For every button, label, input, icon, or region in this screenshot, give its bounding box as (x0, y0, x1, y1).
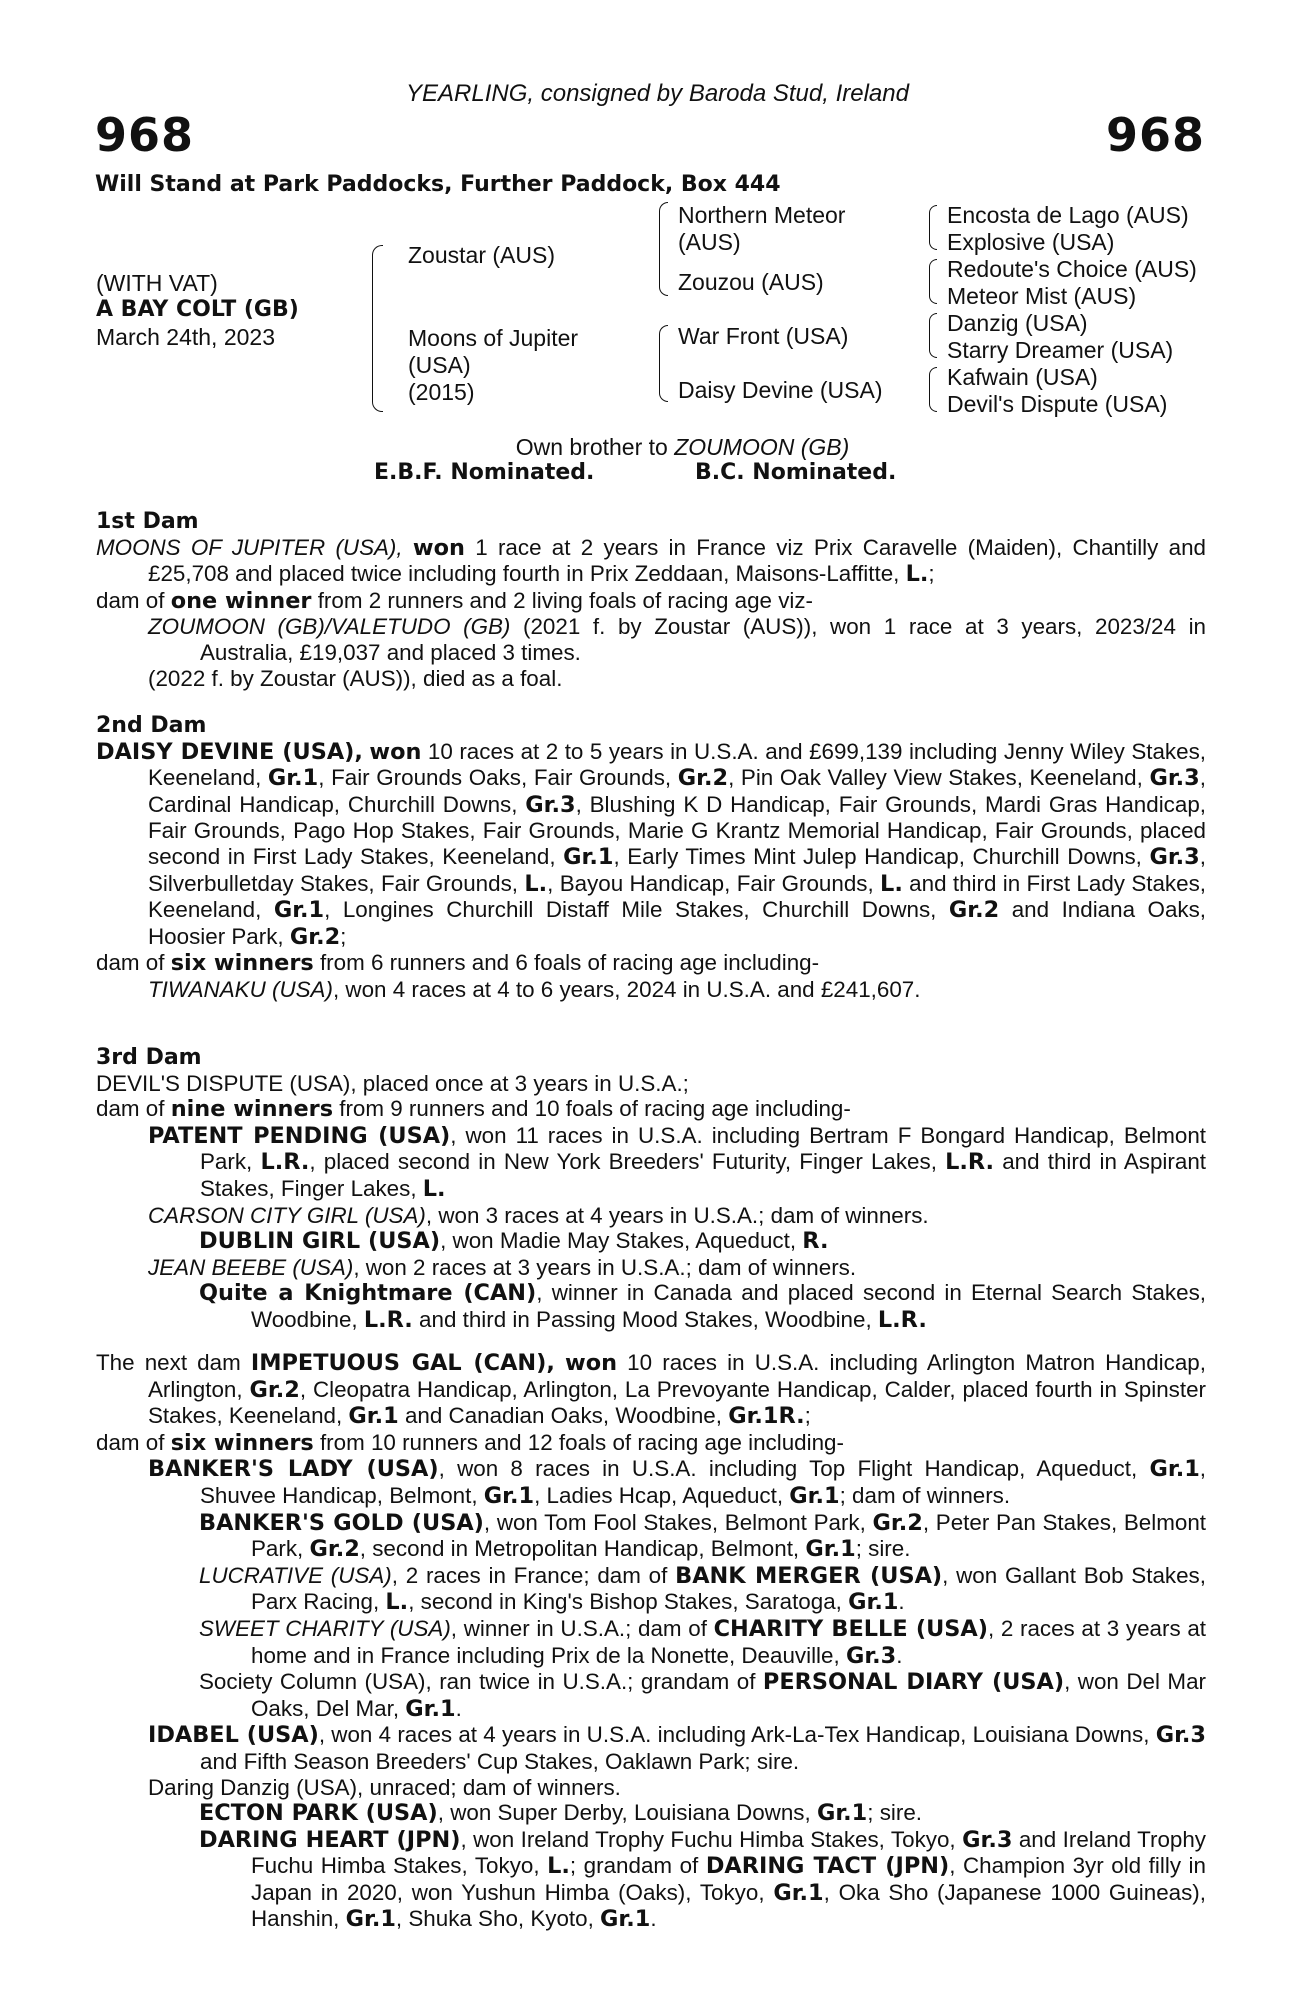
progeny-daring-heart: DARING HEART (JPN), won Ireland Trophy Fuchu Himba Stakes, Tokyo, Gr.3 and Ireland Trophy Fuchu Himba Stakes, Tokyo, L.; grandam of DARING TACT (JPN), Champion 3yr old filly in Japan in 2020, won Yushun Himba (Oaks), Tokyo, Gr.1, Oka Sho (Japanese 1000 Guineas), Hanshin, Gr.1, Shuka Sho, Kyoto, Gr.1. (199, 1826, 1206, 1933)
second-dam-heading: 2nd Dam (96, 713, 207, 738)
sire: Zoustar (AUS) (408, 242, 555, 268)
first-dam-section (96, 509, 1206, 691)
third-dam-record: DEVIL'S DISPUTE (USA), placed once at 3 years in U.S.A.; (96, 1070, 689, 1096)
progeny-carson-city-girl: CARSON CITY GIRL (USA), won 3 races at 4 years in U.S.A.; dam of winners. (148, 1202, 929, 1228)
lot-number-right: 968 (1105, 108, 1205, 162)
next-dam-section (96, 1350, 1206, 1933)
gen3-sds: Redoute's Choice (AUS) (947, 256, 1197, 282)
progeny-daring-danzig: Daring Danzig (USA), unraced; dam of winners. (148, 1774, 621, 1800)
pedigree-brace-ss (929, 205, 937, 250)
sire-sire-line2: (AUS) (678, 229, 741, 255)
own-brother-note: Own brother to ZOUMOON (GB) (515, 434, 850, 460)
progeny-society-column: Society Column (USA), ran twice in U.S.A.; grandam of PERSONAL DIARY (USA), won Del Mar Oaks, Del Mar, Gr.1. (199, 1669, 1206, 1722)
vat-note: (WITH VAT) (96, 270, 218, 296)
gen3-ddd: Devil's Dispute (USA) (947, 391, 1168, 417)
gen3-dds: Kafwain (USA) (947, 364, 1098, 390)
gen3-ssd: Explosive (USA) (947, 229, 1115, 255)
first-dam-foal-2021: ZOUMOON (GB)/VALETUDO (GB) (2021 f. by Zoustar (AUS)), won 1 race at 3 years, 2023/24 in Australia, £19,037 and placed 3 times. (148, 614, 1206, 665)
next-dam-record: The next dam IMPETUOUS GAL (CAN), won 10 races in U.S.A. including Arlington Matron Handicap, Arlington, Gr.2, Cleopatra Handicap, Arlington, La Prevoyante Handicap, Calder, placed fourth in Spinster Stakes, Keeneland, Gr.1 and Canadian Oaks, Woodbine, Gr.1R.; (96, 1350, 1206, 1430)
third-dam-section (96, 1045, 1206, 1334)
next-dam-produce: dam of six winners from 10 runners and 12 foals of racing age including- (96, 1429, 844, 1456)
first-dam-record: MOONS OF JUPITER (USA), won 1 race at 2 years in France viz Prix Caravelle (Maiden), Chantilly and £25,708 and placed twice including fourth in Prix Zeddaan, Maisons-Laffitte, L.; (96, 534, 1206, 588)
pedigree-brace-dam (659, 325, 668, 402)
foaling-date: March 24th, 2023 (96, 324, 276, 350)
progeny-bankers-lady: BANKER'S LADY (USA), won 8 races in U.S.A. including Top Flight Handicap, Aqueduct, Gr.1, Shuvee Handicap, Belmont, Gr.1, Ladies Hcap, Aqueduct, Gr.1; dam of winners. (148, 1456, 1207, 1509)
stand-location: Will Stand at Park Paddocks, Further Paddock, Box 444 (95, 172, 781, 197)
dam-line1: Moons of Jupiter (408, 325, 579, 351)
bc-nomination: B.C. Nominated. (695, 460, 897, 485)
first-dam-heading: 1st Dam (96, 509, 199, 534)
dam-dam: Daisy Devine (USA) (678, 377, 883, 403)
third-dam-produce: dam of nine winners from 9 runners and 10 foals of racing age including- (96, 1096, 851, 1123)
second-dam-section (96, 713, 1206, 1003)
dam-sire: War Front (USA) (678, 323, 849, 349)
third-dam-heading: 3rd Dam (96, 1045, 202, 1070)
ebf-nomination: E.B.F. Nominated. (374, 460, 595, 485)
progeny-jean-beebe: JEAN BEEBE (USA), won 2 races at 3 years in U.S.A.; dam of winners. (148, 1254, 857, 1280)
pedigree-brace-sd (929, 259, 937, 304)
progeny-sweet-charity: SWEET CHARITY (USA), winner in U.S.A.; dam of CHARITY BELLE (USA), 2 races at 3 years at home and in France including Prix de la Nonette, Deauville, Gr.3. (199, 1615, 1206, 1669)
second-dam-record: DAISY DEVINE (USA), won 10 races at 2 to 5 years in U.S.A. and £699,139 including Jenny Wiley Stakes, Keeneland, Gr.1, Fair Grounds Oaks, Fair Grounds, Gr.2, Pin Oak Valley View Stakes, Keeneland, Gr.3, Cardinal Handicap, Churchill Downs, Gr.3, Blushing K D Handicap, Fair Grounds, Mardi Gras Handicap, Fair Grounds, Pago Hop Stakes, Fair Grounds, Marie G Krantz Memorial Handicap, Fair Grounds, placed second in First Lady Stakes, Keeneland, Gr.1, Early Times Mint Julep Handicap, Churchill Downs, Gr.3, Silverbulletday Stakes, Fair Grounds, L., Bayou Handicap, Fair Grounds, L. and third in First Lady Stakes, Keeneland, Gr.1, Longines Churchill Distaff Mile Stakes, Churchill Downs, Gr.2 and Indiana Oaks, Hoosier Park, Gr.2; (96, 738, 1207, 950)
pedigree-brace-ds (929, 313, 937, 358)
dam-line2: (USA) (408, 352, 471, 378)
gen3-sdd: Meteor Mist (AUS) (947, 283, 1137, 309)
sire-dam: Zouzou (AUS) (678, 269, 824, 295)
progeny-idabel: IDABEL (USA), won 4 races at 4 years in U.S.A. including Ark-La-Tex Handicap, Louisiana Downs, Gr.3 and Fifth Season Breeders' Cup Stakes, Oaklawn Park; sire. (148, 1722, 1206, 1774)
lot-number-left: 968 (95, 108, 195, 162)
first-dam-produce: dam of one winner from 2 runners and 2 living foals of racing age viz- (96, 587, 814, 614)
pedigree-brace-sire (659, 202, 668, 296)
second-dam-produce: dam of six winners from 6 runners and 6 foals of racing age including- (96, 950, 820, 977)
progeny-bankers-gold: BANKER'S GOLD (USA), won Tom Fool Stakes, Belmont Park, Gr.2, Peter Pan Stakes, Belmont Park, Gr.2, second in Metropolitan Handicap, Belmont, Gr.1; sire. (199, 1509, 1206, 1563)
progeny-lucrative: LUCRATIVE (USA), 2 races in France; dam of BANK MERGER (USA), won Gallant Bob Stakes, Parx Racing, L., second in King's Bishop Stakes, Saratoga, Gr.1. (199, 1562, 1206, 1616)
sire-sire-line1: Northern Meteor (678, 202, 846, 228)
progeny-quite-a-knightmare: Quite a Knightmare (CAN), winner in Canada and placed second in Eternal Search Stakes, Woodbine, L.R. and third in Passing Mood Stakes, Woodbine, L.R. (199, 1280, 1206, 1333)
gen3-sss: Encosta de Lago (AUS) (947, 202, 1189, 228)
first-dam-foal-2022: (2022 f. by Zoustar (AUS)), died as a foal. (148, 665, 563, 691)
pedigree-brace-gen1 (372, 245, 383, 412)
gen3-dsd: Starry Dreamer (USA) (947, 337, 1174, 363)
pedigree-brace-dd (929, 367, 937, 412)
progeny-ecton-park: ECTON PARK (USA), won Super Derby, Louisiana Downs, Gr.1; sire. (199, 1800, 922, 1827)
dam-line3: (2015) (408, 379, 475, 405)
gen3-dss: Danzig (USA) (947, 310, 1088, 336)
progeny-dublin-girl: DUBLIN GIRL (USA), won Madie May Stakes, Aqueduct, R. (199, 1228, 829, 1255)
horse-name: A BAY COLT (GB) (96, 297, 299, 322)
progeny-patent-pending: PATENT PENDING (USA), won 11 races in U.S.A. including Bertram F Bongard Handicap, Belmont Park, L.R., placed second in New York Breeders' Futurity, Finger Lakes, L.R. and third in Aspirant Stakes, Finger Lakes, L. (148, 1122, 1206, 1202)
second-dam-progeny: TIWANAKU (USA), won 4 races at 4 to 6 years, 2024 in U.S.A. and £241,607. (148, 976, 921, 1002)
consignment-line: YEARLING, consigned by Baroda Stud, Ireland (406, 80, 909, 107)
